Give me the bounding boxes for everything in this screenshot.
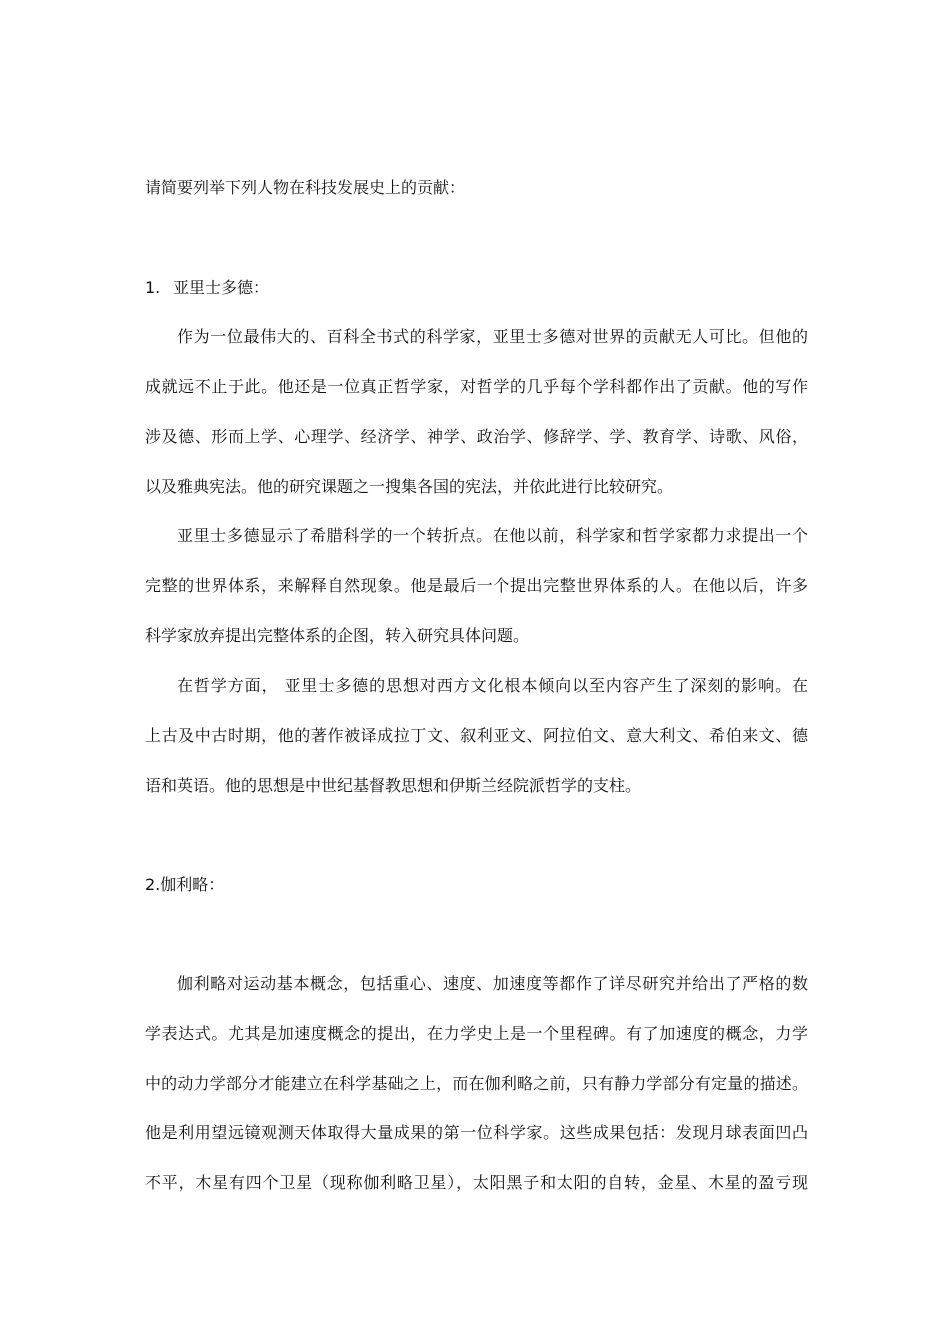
paragraph-line: 伽利略对运动基本概念，包括重心、速度、加速度等都作了详尽研究并给出了严格的数: [177, 974, 808, 993]
section-1-title: 亚里士多德：: [173, 278, 270, 297]
paragraph-line: 他是利用望远镜观测天体取得大量成果的第一位科学家。这些成果包括：发现月球表面凹凸: [145, 1123, 808, 1142]
section-1-number: 1.: [145, 278, 161, 297]
paragraph-line: 成就远不止于此。他还是一位真正哲学家，对哲学的几乎每个学科都作出了贡献。他的写作: [145, 377, 808, 396]
section-1-heading: [145, 277, 269, 299]
paragraph-line: 不平，木星有四个卫星（现称伽利略卫星），太阳黑子和太阳的自转，金星、木星的盈亏现: [145, 1173, 808, 1192]
paragraph-line: 中的动力学部分才能建立在科学基础之上，而在伽利略之前，只有静力学部分有定量的描述。: [145, 1074, 808, 1093]
paragraph-line: 上古及中古时期，他的著作被译成拉丁文、叙利亚文、阿拉伯文、意大利文、希伯来文、德: [145, 726, 808, 745]
paragraph-line: 在哲学方面， 亚里士多德的思想对西方文化根本倾向以至内容产生了深刻的影响。在: [177, 676, 808, 695]
paragraph-line: 涉及德、形而上学、心理学、经济学、神学、政治学、修辞学、学、教育学、诗歌、风俗，: [145, 427, 808, 446]
paragraph-line: 作为一位最伟大的、百科全书式的科学家，亚里士多德对世界的贡献无人可比。但他的: [177, 327, 808, 346]
paragraph-line: 语和英语。他的思想是中世纪基督教思想和伊斯兰经院派哲学的支柱。: [145, 776, 642, 795]
paragraph-line: 学表达式。尤其是加速度概念的提出，在力学史上是一个里程碑。有了加速度的概念，力学: [145, 1024, 808, 1043]
section-2-heading: 2.伽利略：: [145, 875, 225, 894]
paragraph-line: 以及雅典宪法。他的研究课题之一搜集各国的宪法，并依此进行比较研究。: [145, 477, 674, 496]
paragraph-line: 科学家放弃提出完整体系的企图，转入研究具体问题。: [145, 626, 530, 645]
paragraph-line: 完整的世界体系，来解释自然现象。他是最后一个提出完整世界体系的人。在他以后，许多: [145, 576, 808, 595]
intro-question: 请简要列举下列人物在科技发展史上的贡献：: [145, 178, 466, 197]
paragraph-line: 亚里士多德显示了希腊科学的一个转折点。在他以前，科学家和哲学家都力求提出一个: [177, 526, 808, 545]
